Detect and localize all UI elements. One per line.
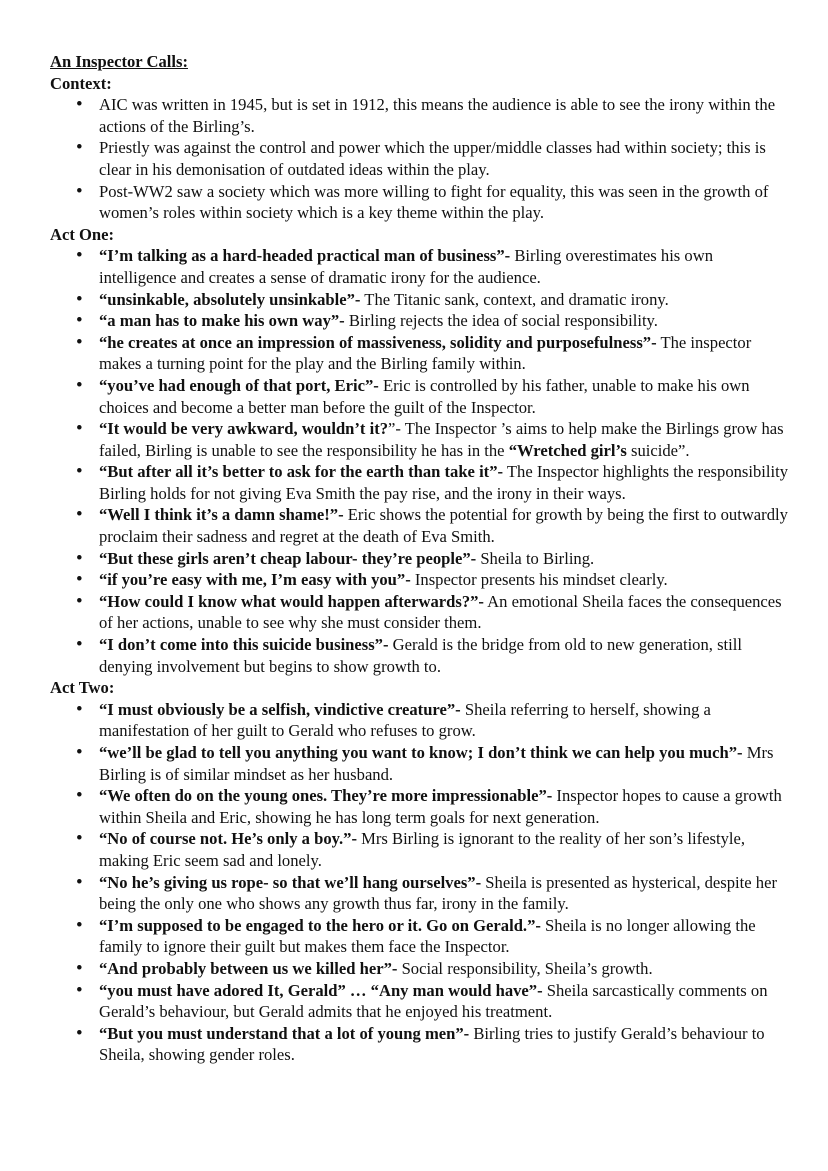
section-heading: Context: (50, 73, 112, 93)
commentary-text: Priestly was against the control and power which the upper/middle classes had within society; this is clear in his demonisation of outdated ideas within the play. (99, 138, 766, 179)
quote-text: “But after all it’s better to ask for the earth than take it”- (99, 462, 504, 482)
commentary-text: The Inspector highlights the responsibility Birling holds for not giving Eva Smith the pay rise, and the irony in their ways. (99, 462, 789, 503)
commentary-text: Sheila sarcastically comments on Gerald’s behaviour, but Gerald admits that he enjoyed his treatment. (99, 980, 768, 1022)
list-item (50, 958, 790, 980)
list-item (50, 634, 790, 677)
list-item (50, 872, 790, 915)
list-item (50, 332, 790, 375)
quote-text: “I must obviously be a selfish, vindictive creature”- (99, 699, 461, 719)
commentary-text: Mrs Birling is ignorant to the reality of her son’s lifestyle, making Eric seem sad and lonely. (99, 829, 746, 870)
list-item (50, 94, 790, 137)
section-heading: Act Two: (50, 678, 115, 698)
quote-text: “we’ll be glad to tell you anything you want to know; I don’t think we can help you much”- (99, 743, 743, 762)
commentary-text: Sheila is presented as hysterical, despite her being the only one who shows any growth thus far, irony in the family. (99, 872, 777, 914)
quote-text: “No he’s giving us rope- so that we’ll hang ourselves”- (99, 872, 482, 892)
commentary-text: Birling tries to justify Gerald’s behaviour to Sheila, showing gender roles. (99, 1023, 765, 1065)
quote-text: “I don’t come into this suicide business”- (99, 635, 389, 655)
commentary-text: Social responsibility, Sheila’s growth. (397, 958, 653, 978)
commentary-text: The Titanic sank, context, and dramatic irony. (360, 289, 669, 309)
quote-text: “Wretched girl’s (508, 440, 627, 460)
quote-text: “And probably between us we killed her”- (99, 958, 398, 978)
quote-text: “I’m supposed to be engaged to the hero or it. Go on Gerald.”- (99, 915, 541, 935)
list-item (50, 548, 790, 570)
quote-text: “It would be very awkward, wouldn’t it? (99, 419, 389, 439)
list-item (50, 418, 790, 461)
commentary-text: Gerald is the bridge from old to new generation, still denying involvement but begins to show growth to. (99, 635, 742, 676)
commentary-text: Mrs Birling is of similar mindset as her husband. (99, 743, 774, 784)
commentary-text: The inspector makes a turning point for the play and the Birling family within. (99, 332, 752, 374)
list-item (50, 915, 790, 958)
list-item (50, 785, 790, 828)
commentary-text: Eric is controlled by his father, unable to make his own choices and become a better man before the guilt of the Inspector. (99, 375, 750, 417)
quote-text: “But these girls aren’t cheap labour- they’re people”- (99, 548, 477, 568)
commentary-text: Sheila is no longer allowing the family to ignore their guilt but makes them face the Inspector. (99, 915, 756, 957)
section-heading: Act One: (50, 224, 115, 244)
quote-text: “a man has to make his own way”- (99, 311, 345, 331)
bullet-list (50, 245, 790, 677)
quote-text: “How could I know what would happen afterwards?”- (99, 591, 484, 611)
list-item (50, 181, 790, 224)
list-item (50, 1023, 790, 1066)
list-item (50, 245, 790, 288)
quote-text: “Well I think it’s a damn shame!”- (99, 505, 344, 525)
quote-text: “We often do on the young ones. They’re more impressionable”- (99, 786, 553, 806)
sections-container (50, 73, 790, 1066)
commentary-text: Birling overestimates his own intelligence and creates a sense of dramatic irony for the audience. (99, 246, 713, 287)
commentary-text: ”- The Inspector ’s aims to help make the Birlings grow has failed, Birling is unable to see the responsibility he has in the (99, 419, 784, 460)
commentary-text: Sheila to Birling. (476, 548, 595, 568)
list-item (50, 742, 790, 785)
quote-text: “if you’re easy with me, I’m easy with you”- (99, 570, 411, 590)
quote-text: “I’m talking as a hard-headed practical man of business”- (99, 246, 511, 266)
bullet-list (50, 699, 790, 1066)
commentary-text: Birling rejects the idea of social responsibility. (344, 311, 658, 331)
list-item (50, 310, 790, 332)
list-item (50, 289, 790, 311)
commentary-text: suicide”. (626, 440, 690, 460)
list-item (50, 375, 790, 418)
commentary-text: Inspector hopes to cause a growth within Sheila and Eric, showing he has long term goals for next generation. (99, 786, 782, 827)
quote-text: “No of course not. He’s only a boy.”- (99, 829, 357, 849)
document-page (50, 51, 790, 1066)
commentary-text: AIC was written in 1945, but is set in 1912, this means the audience is able to see the irony within the actions of the Birling’s. (99, 95, 776, 136)
commentary-text: Post-WW2 saw a society which was more willing to fight for equality, this was seen in the growth of women’s roles within society which is a key theme within the play. (99, 181, 769, 223)
commentary-text: Inspector presents his mindset clearly. (410, 570, 668, 590)
quote-text: “he creates at once an impression of massiveness, solidity and purposefulness”- (99, 332, 657, 352)
commentary-text: Sheila referring to herself, showing a manifestation of her guilt to Gerald who refuses to grow. (99, 699, 711, 741)
list-item (50, 699, 790, 742)
list-item (50, 828, 790, 871)
list-item (50, 569, 790, 591)
quote-text: “you’ve had enough of that port, Eric”- (99, 375, 379, 395)
commentary-text: Eric shows the potential for growth by being the first to outwardly proclaim their sadness and regret at the death of Eva Smith. (99, 505, 788, 547)
quote-text: “unsinkable, absolutely unsinkable”- (99, 289, 361, 309)
commentary-text: An emotional Sheila faces the consequences of her actions, unable to see why she must consider them. (99, 591, 782, 633)
list-item (50, 591, 790, 634)
bullet-list (50, 94, 790, 224)
list-item (50, 504, 790, 547)
quote-text: “But you must understand that a lot of young men”- (99, 1023, 470, 1043)
list-item (50, 461, 790, 504)
document-title: An Inspector Calls: (50, 52, 188, 71)
list-item (50, 137, 790, 180)
quote-text: “you must have adored It, Gerald” … “Any man would have”- (99, 980, 543, 1000)
list-item (50, 980, 790, 1023)
